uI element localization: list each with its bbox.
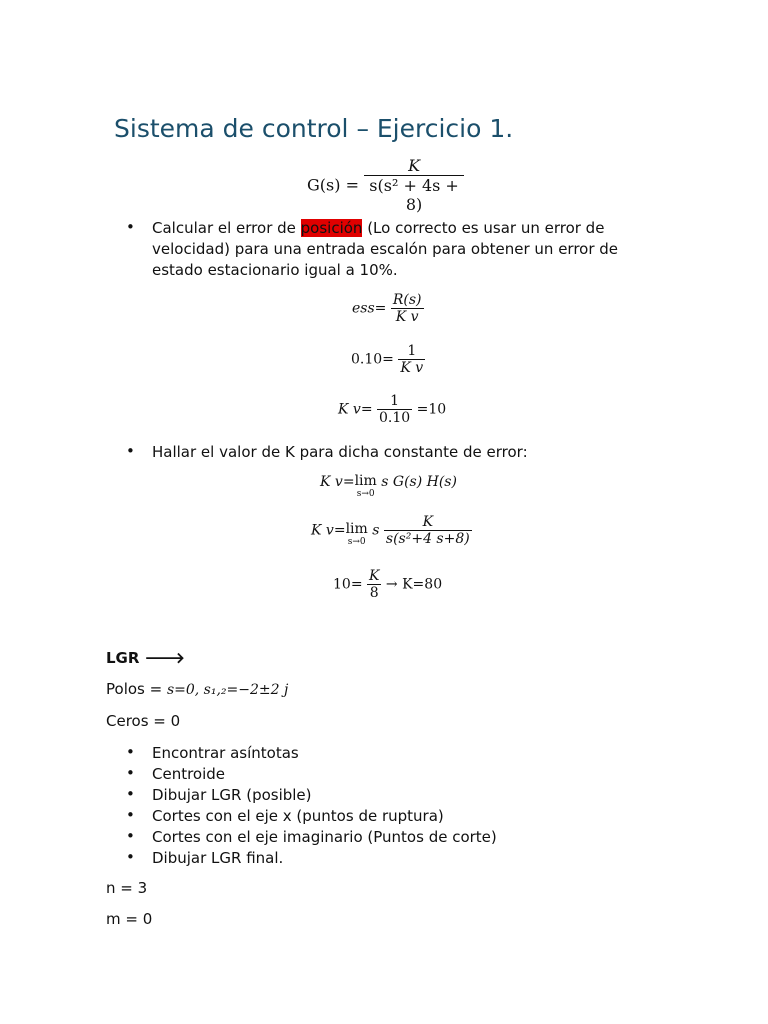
zeros-line: Ceros = 0 <box>106 712 181 730</box>
list-item-text: Dibujar LGR final. <box>152 849 284 867</box>
m-value-line: m = 0 <box>106 910 153 928</box>
lgr-label: LGR <box>106 649 140 667</box>
limit-operator <box>355 474 377 499</box>
text-segment: velocidad) para una entrada escalón para obtener un error de <box>152 240 619 258</box>
k-result-equation <box>333 568 442 601</box>
eq-rhs: s G(s) H(s) <box>381 474 457 490</box>
limit-operator <box>346 522 368 547</box>
kv-value-equation <box>338 393 446 426</box>
eq-numerator: K <box>422 514 434 530</box>
eq-fraction <box>384 514 472 547</box>
poles-math: s=0, s₁,₂=−2±2 j <box>166 682 289 698</box>
list-item-text: Dibujar LGR (posible) <box>152 786 312 804</box>
eq-lhs: K v= <box>311 522 346 539</box>
transfer-lhs: G(s) = <box>307 175 359 195</box>
eq-lhs: K v= <box>338 401 373 418</box>
eq-fraction <box>367 568 381 601</box>
eq-rhs: =10 <box>416 401 447 418</box>
text-segment: Calcular el error de <box>152 219 301 237</box>
list-item-text: Encontrar asíntotas <box>152 744 299 762</box>
lgr-heading <box>106 648 185 667</box>
list-item-text: Centroide <box>152 765 226 783</box>
transfer-denominator: s(s² + 4s + 8) <box>364 175 464 214</box>
arrow-right-icon: 🡒 <box>144 649 185 667</box>
list-item-text <box>152 218 632 281</box>
transfer-fraction <box>364 156 464 214</box>
poles-label: Polos = <box>106 680 167 698</box>
list-item-text: Cortes con el eje imaginario (Puntos de corte) <box>152 828 497 846</box>
kv-limit-expanded-equation <box>311 514 472 547</box>
list-item-text: Cortes con el eje x (puntos de ruptura) <box>152 807 444 825</box>
eq-lhs: K v= <box>320 474 355 490</box>
highlighted-word: posición <box>300 219 363 237</box>
eq-denominator: 0.10 <box>379 410 411 426</box>
lim-subscript: s→0 <box>356 489 375 499</box>
poles-line <box>106 680 288 698</box>
eq-denominator: K v <box>400 360 424 376</box>
eq-rhs: → K=80 <box>385 576 443 593</box>
eq-fraction <box>398 343 425 376</box>
page-title: Sistema de control – Ejercicio 1. <box>114 114 514 143</box>
n-value-line: n = 3 <box>106 879 148 897</box>
eq-factor: s <box>372 522 380 539</box>
eq-numerator: R(s) <box>392 292 422 308</box>
eq-lhs: 0.10= <box>351 351 394 368</box>
error-value-equation <box>351 343 425 376</box>
text-segment: (Lo correcto es usar un error de <box>362 219 605 237</box>
eq-denominator: K v <box>391 308 424 325</box>
eq-numerator: K <box>369 568 380 584</box>
transfer-function-equation <box>307 156 464 214</box>
eq-lhs: ess= <box>352 300 387 317</box>
eq-numerator: 1 <box>390 393 400 409</box>
eq-fraction <box>391 292 424 325</box>
eq-lhs: 10= <box>333 576 363 593</box>
text-segment: estado estacionario igual a 10%. <box>152 261 398 279</box>
ess-equation <box>352 292 424 325</box>
eq-fraction <box>377 393 412 426</box>
transfer-numerator: K <box>408 156 421 175</box>
eq-denominator: s(s²+4 s+8) <box>385 531 470 547</box>
kv-limit-equation <box>320 474 457 499</box>
eq-numerator: 1 <box>407 343 417 359</box>
lim-text: lim <box>345 521 368 537</box>
lim-text: lim <box>354 473 377 489</box>
lim-subscript: s→0 <box>347 537 366 547</box>
eq-denominator: 8 <box>367 584 381 601</box>
list-item-text: Hallar el valor de K para dicha constante de error: <box>152 443 528 461</box>
